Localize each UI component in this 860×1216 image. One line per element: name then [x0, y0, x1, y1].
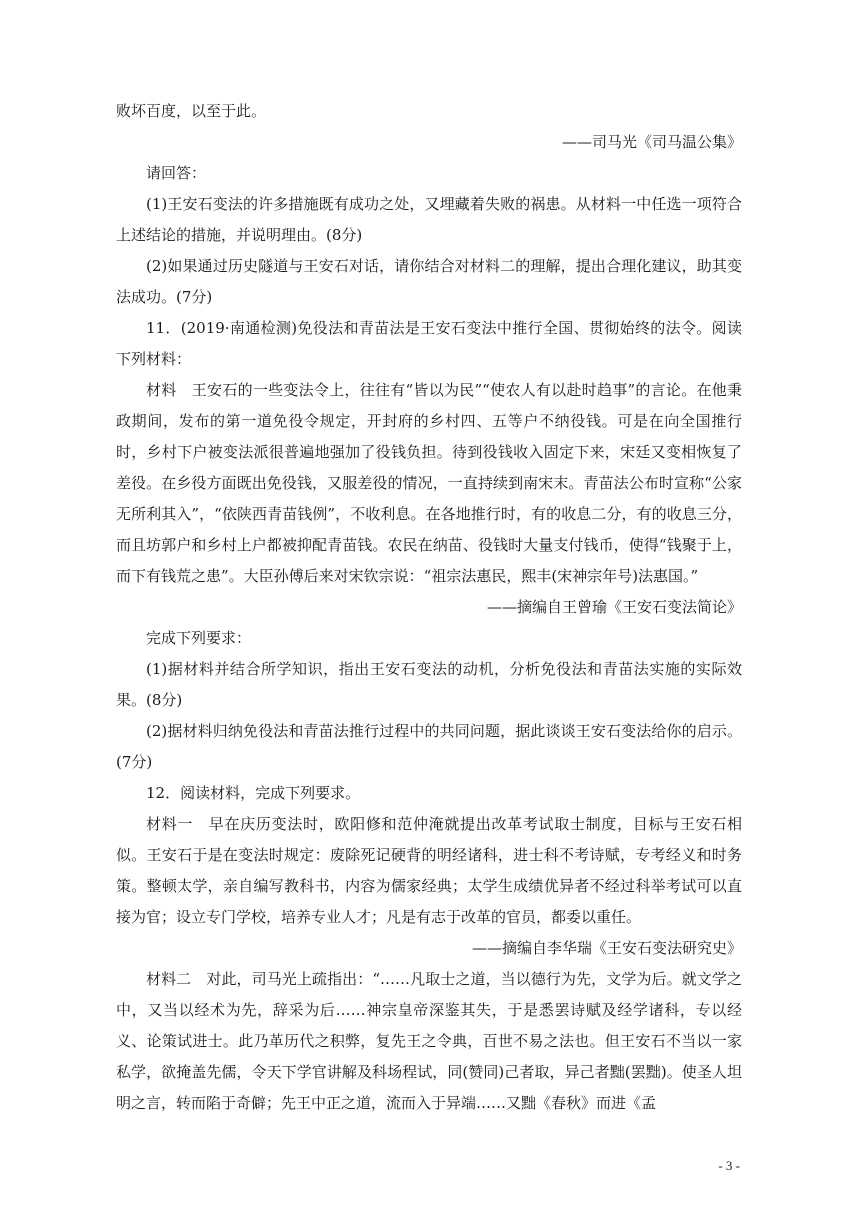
question-1: (1)据材料并结合所学知识，指出王安石变法的动机，分析免役法和青苗法实施的实际效果。(8分) — [116, 660, 742, 709]
question-11-intro: 11．(2019·南通检测)免役法和青苗法是王安石变法中推行全国、贯彻始终的法令。阅读下列材料： — [116, 319, 742, 368]
instruction: 完成下列要求： — [146, 629, 252, 647]
material-paragraph: 材料 王安石的一些变法令上，往往有“皆以为民”“使农人有以赴时趋事”的言论。在他秉政期间，发布的第一道免役令规定，开封府的乡村四、五等户不纳役钱。可是在向全国推行时，乡村下户被变法派很普遍地强加了役钱负担。待到役钱收入固定下来，宋廷又变相恢复了差役。在乡役方面既出免役钱，又服差役的情况，一直持续到南宋末。青苗法公布时宣称“公家无所利其入”，“依陕西青苗钱例”，不收利息。在各地推行时，有的收息二分，有的收息三分，而且坊郭户和乡村上户都被抑配青苗钱。农民在纳苗、役钱时大量支付钱币，使得“钱聚于上，而下有钱荒之患”。大臣孙傅后来对宋钦宗说：“祖宗法惠民，熙丰(宋神宗年号)法惠国。” — [116, 381, 742, 585]
source-citation: ——摘编自王曾瑜《王安石变法简论》 — [486, 598, 742, 616]
page-number: - 3 - — [718, 1158, 740, 1173]
question-12-intro: 12．阅读材料，完成下列要求。 — [146, 784, 361, 802]
material-one-paragraph: 材料一 早在庆历变法时，欧阳修和范仲淹就提出改革考试取士制度，目标与王安石相似。王安石于是在变法时规定：废除死记硬背的明经诸科，进士科不考诗赋，专考经义和时务策。整顿太学，亲自编写教科书，内容为儒家经典；太学生成绩优异者不经过科举考试可以直接为官；设立专门学校，培养专业人才；凡是有志于改革的官员，都委以重任。 — [116, 815, 742, 926]
question-1: (1)王安石变法的许多措施既有成功之处，又埋藏着失败的祸患。从材料一中任选一项符合上述结论的措施，并说明理由。(8分) — [116, 195, 742, 244]
source-citation: ——摘编自李华瑞《王安石变法研究史》 — [471, 939, 742, 957]
text-line: 败坏百度，以至于此。 — [116, 102, 267, 120]
question-2: (2)如果通过历史隧道与王安石对话，请你结合对材料二的理解，提出合理化建议，助其变法成功。(7分) — [116, 257, 742, 306]
source-citation: ——司马光《司马温公集》 — [561, 133, 742, 151]
instruction: 请回答： — [146, 164, 207, 182]
question-2: (2)据材料归纳免役法和青苗法推行过程中的共同问题，据此谈谈王安石变法给你的启示。(7分) — [116, 722, 742, 771]
material-two-paragraph: 材料二 对此，司马光上疏指出：“……凡取士之道，当以德行为先，文学为后。就文学之中，又当以经术为先，辞采为后……神宗皇帝深鉴其失，于是悉罢诗赋及经学诸科，专以经义、论策试进士。此乃革历代之积弊，复先王之令典，百世不易之法也。但王安石不当以一家私学，欲掩盖先儒，令天下学官讲解及科场程试，同(赞同)己者取，异己者黜(罢黜)。使圣人坦明之言，转而陷于奇僻；先王中正之道，流而入于异端……又黜《春秋》而进《孟 — [116, 970, 742, 1112]
document-body — [116, 96, 742, 1119]
